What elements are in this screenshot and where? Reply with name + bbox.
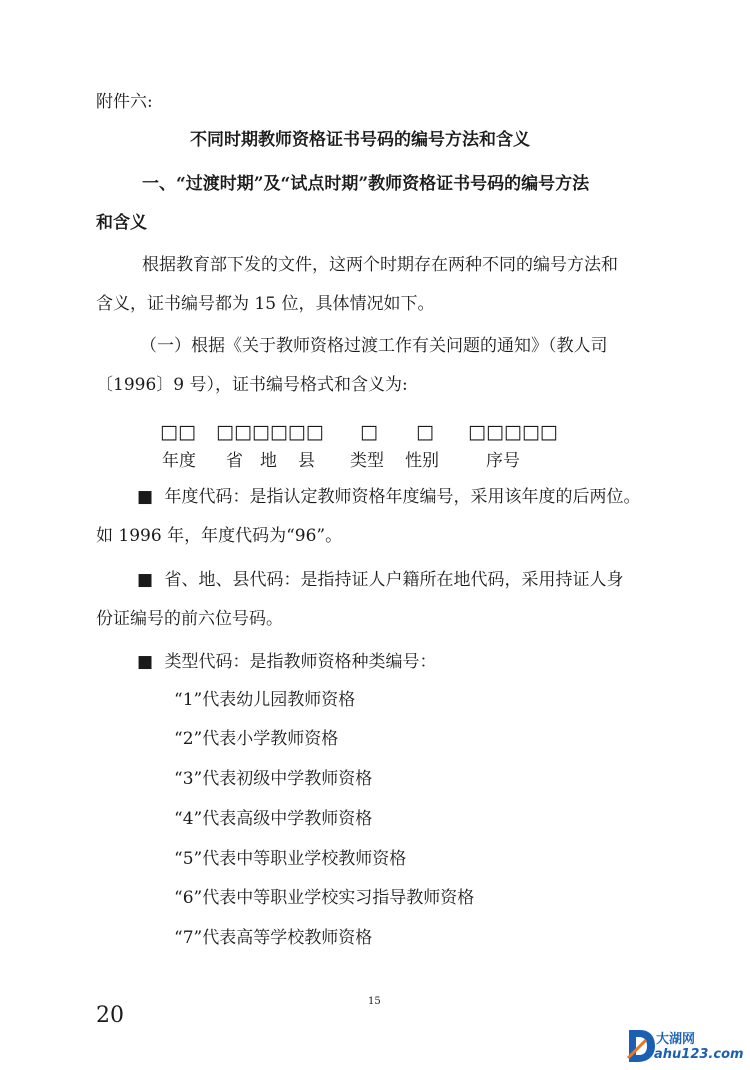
bullet-square-icon: ■: [137, 570, 154, 590]
section-heading-line-2: 和含义: [96, 213, 147, 233]
subsection-1-line-2: 〔1996〕9 号），证书编号格式和含义为:: [96, 375, 408, 395]
type-code-item-4: “4”代表高级中学教师资格: [174, 809, 373, 829]
format-label-serial: 序号: [486, 451, 520, 471]
intro-paragraph-line-2: 含义，证书编号都为 15 位，具体情况如下。: [96, 294, 435, 314]
format-label-year: 年度: [162, 451, 196, 471]
logo-url: ahu123.com: [654, 1047, 744, 1062]
year-code-boxes: □□: [160, 421, 196, 443]
bullet-year-text: 年度代码：是指认定教师资格年度编号，采用该年度的后两位。: [164, 487, 641, 507]
type-code-item-7: “7”代表高等学校教师资格: [174, 928, 373, 948]
type-code-item-1: “1”代表幼儿园教师资格: [174, 690, 356, 710]
format-label-gender: 性别: [405, 451, 439, 471]
site-logo: [626, 1028, 744, 1066]
type-code-box: □: [360, 421, 378, 443]
type-code-item-5: “5”代表中等职业学校教师资格: [174, 849, 407, 869]
bullet-region-text: 省、地、县代码：是指持证人户籍所在地代码，采用持证人身: [164, 570, 624, 590]
type-code-item-6: “6”代表中等职业学校实习指导教师资格: [174, 888, 475, 908]
bullet-square-icon: ■: [137, 652, 154, 672]
intro-paragraph-line-1: 根据教育部下发的文件，这两个时期存在两种不同的编号方法和: [142, 255, 618, 275]
bullet-square-icon: ■: [137, 487, 154, 507]
bullet-region: [137, 572, 623, 589]
bullet-region-line-2: 份证编号的前六位号码。: [96, 609, 283, 629]
document-title: 不同时期教师资格证书号码的编号方法和含义: [190, 130, 530, 150]
attachment-label: 附件六:: [96, 92, 153, 112]
type-code-item-3: “3”代表初级中学教师资格: [174, 769, 373, 789]
page-number-large: 20: [96, 1003, 124, 1028]
format-label-county: 县: [298, 451, 315, 471]
bullet-year-line-2: 如 1996 年，年度代码为“96”。: [96, 526, 343, 546]
format-label-province: 省: [226, 451, 243, 471]
serial-code-boxes: □□□□□: [468, 421, 558, 443]
page-number-small: 15: [368, 996, 381, 1007]
bullet-type: [137, 654, 436, 671]
region-code-boxes: □□□□□□: [216, 421, 324, 443]
type-code-item-2: “2”代表小学教师资格: [174, 729, 339, 749]
format-label-type: 类型: [350, 451, 384, 471]
section-heading-line-1: 一、“过渡时期”及“试点时期”教师资格证书号码的编号方法: [142, 174, 590, 194]
subsection-1-line-1: （一）根据《关于教师资格过渡工作有关问题的通知》（教人司: [140, 336, 608, 356]
bullet-year: [137, 489, 640, 506]
bullet-type-text: 类型代码：是指教师资格种类编号：: [164, 652, 437, 672]
gender-code-box: □: [416, 421, 434, 443]
format-label-prefecture: 地: [260, 451, 277, 471]
logo-d-icon: [626, 1028, 656, 1064]
logo-title: 大湖网: [656, 1032, 696, 1047]
